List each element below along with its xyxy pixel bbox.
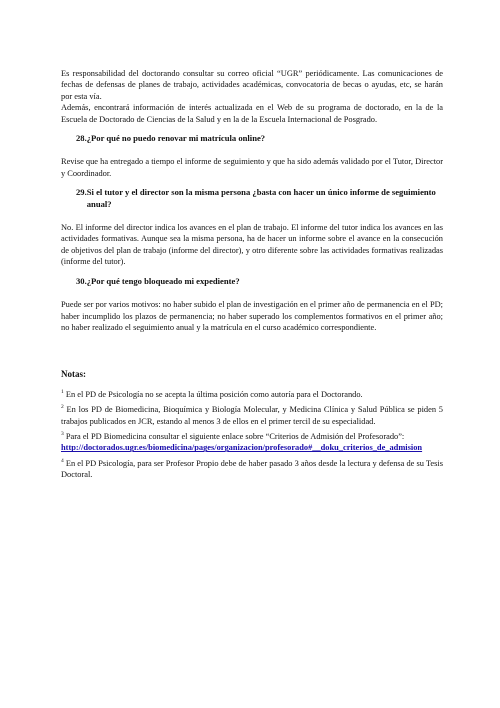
question-text: ¿Por qué tengo bloqueado mi expediente? <box>86 275 240 286</box>
note-marker: 4 <box>61 457 64 464</box>
notes-title: Notas: <box>61 369 86 380</box>
answer-30: Puede ser por varios motivos: no haber subido el plan de investigación en el primer año de permanencia en el PD; haber incumplido los plazos de permanencia; no haber superado los complementos formativos en el primer año; no haber realizado el seguimiento anual y la matrícula en el curso académico correspondiente. <box>61 300 443 332</box>
note-text: En el PD de Psicología no se acepta la última posición como autoría para el Doctorando. <box>65 389 363 399</box>
question-number: 29. <box>76 187 87 198</box>
note-2 <box>61 404 443 427</box>
answer-29: No. El informe del director indica los avances en el plan de trabajo. El informe del tutor indica los avances en las actividades formativas. Aunque sea la misma persona, ha de hacer un informe sobre el avance en la consecución de objetivos del plan de trabajo (informe del director), y otro diferente sobre las actividades formativas realizadas (informe del tutor). <box>61 223 443 267</box>
question-29 <box>61 187 443 210</box>
intro-paragraph-1: Es responsabilidad del doctorando consultar su correo oficial “UGR” periódicamente. Las comunicaciones de fechas de defensas de planes de trabajo, actividades académicas, convocatoria de becas o ayudas, etc, se harán por esta vía. <box>61 69 443 101</box>
question-30 <box>61 276 443 287</box>
note-4 <box>61 458 443 481</box>
question-number: 30. <box>76 275 87 286</box>
note-marker: 1 <box>61 388 64 395</box>
answer-28: Revise que ha entregado a tiempo el informe de seguimiento y que ha sido además validado por el Tutor, Director y Coordinador. <box>61 157 443 178</box>
note-marker: 2 <box>61 404 64 411</box>
note-3 <box>61 431 443 454</box>
document-page <box>61 68 443 481</box>
criterios-admision-link[interactable]: http://doctorados.ugr.es/biomedicina/pages/organizacion/profesorado#__doku_criterios_de_admision <box>61 443 423 453</box>
note-text: En el PD Psicología, para ser Profesor Propio debe de haber pasado 3 años desde la lectura y defensa de su Tesis Doctoral. <box>61 458 443 480</box>
question-number: 28. <box>76 133 87 144</box>
note-text: Para el PD Biomedicina consultar el siguiente enlace sobre “Criterios de Admisión del Profesorado”: <box>65 431 405 441</box>
note-marker: 3 <box>61 431 64 438</box>
intro-paragraph-2: Además, encontrará información de interés actualizada en el Web de su programa de doctorado, en la de la Escuela de Doctorado de Ciencias de la Salud y en la de la Escuela Internacional de Posgrado. <box>61 103 443 124</box>
question-text: ¿Por qué no puedo renovar mi matrícula online? <box>86 133 266 144</box>
note-1 <box>61 389 443 400</box>
question-28 <box>61 133 443 144</box>
note-text: En los PD de Biomedicina, Bioquímica y Biología Molecular, y Medicina Clínica y Salud Pública se piden 5 trabajos publicados en JCR, estando al menos 3 de ellos en el primer tercil de su especialidad. <box>61 405 443 426</box>
question-text: Si el tutor y el director son la misma persona ¿basta con hacer un único informe de seguimiento anual? <box>86 187 436 209</box>
